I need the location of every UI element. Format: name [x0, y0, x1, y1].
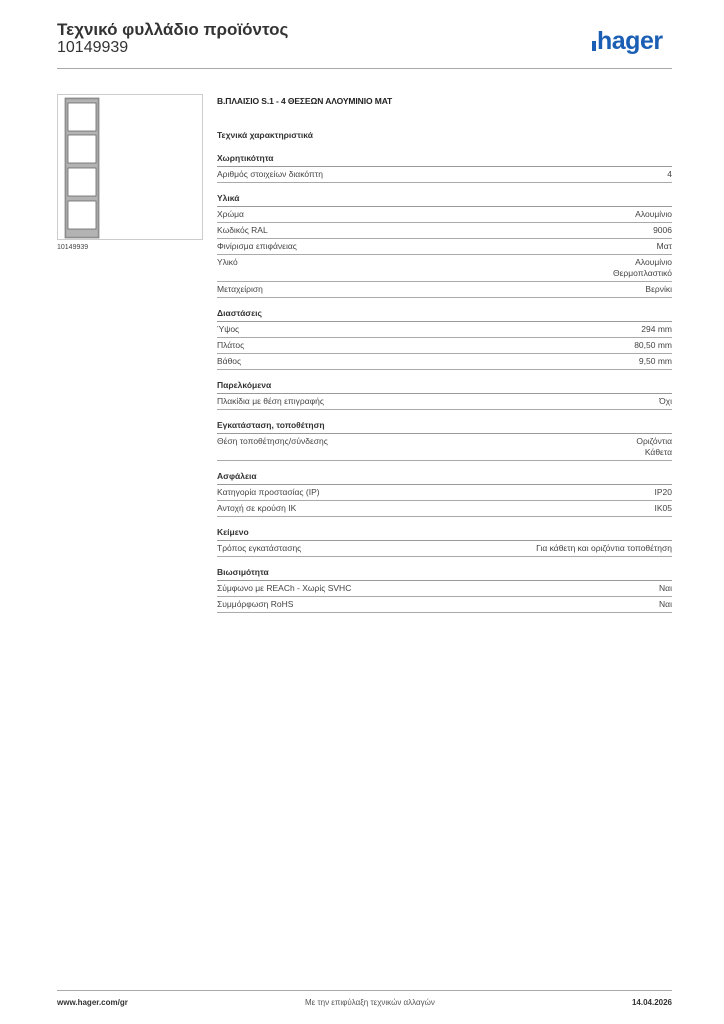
spec-row: [217, 255, 672, 282]
section-title: Παρελκόμενα: [217, 380, 672, 394]
spec-label: Θέση τοποθέτησης/σύνδεσης: [217, 436, 328, 446]
spec-value-line: 80,50 mm: [634, 340, 672, 350]
spec-section: [217, 380, 672, 410]
spec-row: [217, 282, 672, 298]
spec-label: Κωδικός RAL: [217, 225, 268, 235]
spec-label: Σύμφωνο με REACh - Χωρίς SVHC: [217, 583, 352, 593]
spec-section: [217, 420, 672, 461]
spec-label: Αντοχή σε κρούση IK: [217, 503, 297, 513]
spec-label: Βάθος: [217, 356, 242, 366]
spec-row: [217, 394, 672, 410]
section-title: Ασφάλεια: [217, 471, 672, 485]
spec-label: Αριθμός στοιχείων διακόπτη: [217, 169, 323, 179]
spec-row: [217, 581, 672, 597]
spec-value: [667, 169, 672, 180]
product-image: [58, 95, 204, 241]
spec-value-line: 4: [667, 169, 672, 179]
spec-section: [217, 193, 672, 298]
spec-row: [217, 541, 672, 557]
spec-section: [217, 471, 672, 517]
product-image-frame: [57, 94, 203, 240]
spec-value: [653, 225, 672, 236]
spec-label: Πλακίδια με θέση επιγραφής: [217, 396, 324, 406]
spec-row: [217, 223, 672, 239]
spec-value-line: 9006: [653, 225, 672, 235]
section-title: Εγκατάσταση, τοποθέτηση: [217, 420, 672, 434]
spec-label: Φινίρισμα επιφάνειας: [217, 241, 297, 251]
section-title: Κείμενο: [217, 527, 672, 541]
spec-value-line: IK05: [654, 503, 672, 513]
section-title: Διαστάσεις: [217, 308, 672, 322]
spec-row: [217, 501, 672, 517]
spec-section: [217, 527, 672, 557]
spec-row: [217, 338, 672, 354]
spec-label: Μεταχείριση: [217, 284, 263, 294]
spec-row: [217, 207, 672, 223]
spec-value: [659, 583, 672, 594]
spec-value-line: 294 mm: [641, 324, 672, 334]
spec-value-line: Αλουμίνιο: [635, 209, 672, 219]
spec-row: [217, 239, 672, 255]
spec-value-line: Αλουμίνιο: [635, 257, 672, 267]
footer-notice: Με την επιφύλαξη τεχνικών αλλαγών: [305, 998, 435, 1007]
tech-title: Τεχνικά χαρακτηριστικά: [217, 130, 313, 140]
spec-value: [657, 241, 672, 252]
spec-value-line: Οριζόντια: [636, 436, 672, 446]
spec-row: [217, 485, 672, 501]
spec-value-line: Ναι: [659, 583, 672, 593]
spec-value-line: 9,50 mm: [638, 356, 672, 366]
footer-date: 14.04.2026: [631, 998, 672, 1007]
spec-value: [641, 324, 672, 335]
doc-code: 10149939: [57, 39, 129, 56]
doc-title: Τεχνικό φυλλάδιο προϊόντος: [57, 20, 289, 39]
spec-label: Πλάτος: [217, 340, 245, 350]
spec-value: [536, 543, 672, 554]
spec-value-line: Θερμοπλαστικό: [612, 268, 672, 278]
section-title: Χωρητικότητα: [217, 153, 672, 167]
spec-row: [217, 167, 672, 183]
spec-value-line: Βερνίκι: [645, 284, 672, 294]
spec-value: [613, 257, 672, 279]
spec-value-line: Ναι: [659, 599, 672, 609]
section-title: Υλικά: [217, 193, 672, 207]
spec-value: [655, 503, 673, 514]
spec-value: [635, 209, 672, 220]
footer-website[interactable]: www.hager.com/gr: [57, 998, 128, 1007]
image-caption: 10149939: [57, 244, 89, 251]
spec-section: [217, 308, 672, 370]
section-title: Βιωσιμότητα: [217, 567, 672, 581]
spec-section: [217, 567, 672, 613]
spec-value-line: Όχι: [659, 396, 672, 406]
spec-value: [645, 284, 672, 295]
spec-label: Υλικό: [217, 257, 238, 267]
spec-value: [634, 340, 672, 351]
spec-label: Κατηγορία προστασίας (IP): [217, 487, 320, 497]
spec-label: Ύψος: [217, 324, 240, 334]
product-name: Β.ΠΛΑΙΣΙΟ S.1 - 4 ΘΕΣΕΩΝ ΑΛΟΥΜΙΝΙΟ ΜΑΤ: [217, 96, 393, 106]
header-divider: [57, 68, 672, 69]
spec-value: [655, 487, 673, 498]
spec-sections: [217, 153, 672, 613]
spec-row: [217, 354, 672, 370]
logo-text: hager: [597, 27, 663, 55]
spec-value: [639, 356, 672, 367]
spec-label: Τρόπος εγκατάστασης: [217, 543, 302, 553]
spec-label: Χρώμα: [217, 209, 244, 219]
spec-row: [217, 322, 672, 338]
spec-value-line: IP20: [654, 487, 672, 497]
spec-value: [659, 599, 672, 610]
spec-row: [217, 597, 672, 613]
spec-section: [217, 153, 672, 183]
spec-value-line: Για κάθετη και οριζόντια τοποθέτηση: [536, 543, 672, 553]
spec-label: Συμμόρφωση RoHS: [217, 599, 294, 609]
logo-colon-icon: [592, 41, 596, 51]
spec-content: [217, 96, 672, 623]
footer-divider: [57, 990, 672, 991]
spec-value: [636, 436, 672, 458]
spec-value-line: Κάθετα: [644, 447, 672, 457]
spec-row: [217, 434, 672, 461]
spec-value-line: Ματ: [656, 241, 672, 251]
spec-value: [659, 396, 672, 407]
hager-logo: [592, 27, 663, 56]
